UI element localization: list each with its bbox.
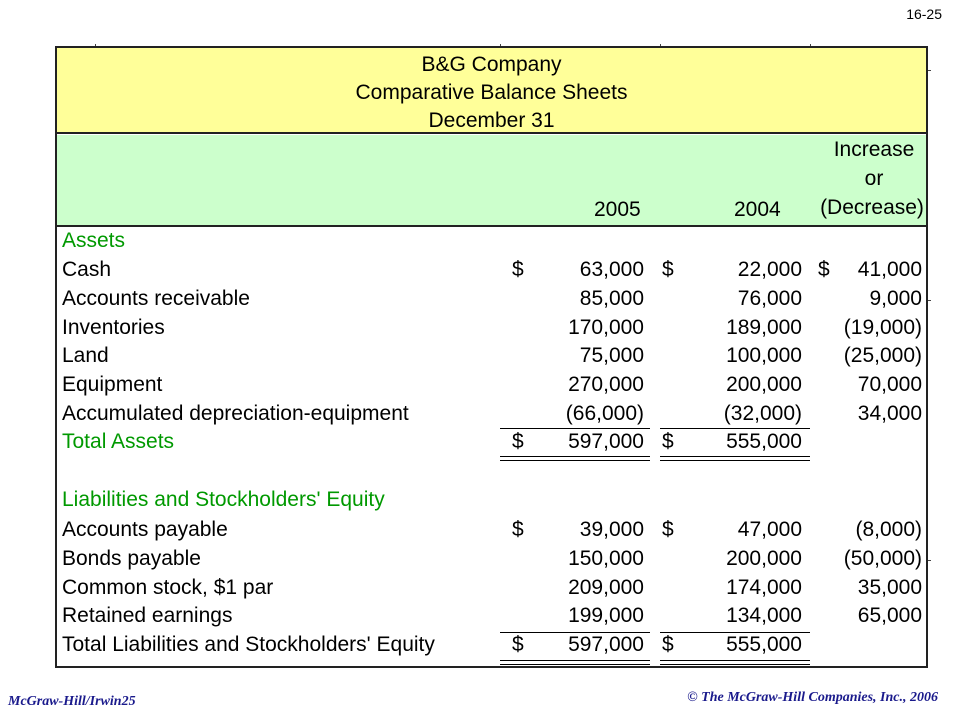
table-row (62, 316, 928, 344)
table-row (62, 258, 928, 286)
value-2005: 199,000 (568, 604, 644, 627)
section-header-liabilities (62, 488, 928, 516)
value-change: 34,000 (857, 402, 922, 425)
table-row (62, 287, 928, 315)
double-underline-2004-assets (660, 456, 810, 461)
table-row (62, 430, 928, 458)
company-name: B&G Company (421, 53, 562, 76)
section-label: Assets (62, 229, 126, 252)
value-2005: 150,000 (568, 547, 644, 570)
table-row (62, 344, 928, 372)
title-band (57, 48, 926, 134)
value-2004: 100,000 (726, 344, 802, 367)
row-label: Equipment (62, 373, 163, 396)
value-2005: 270,000 (568, 373, 644, 396)
statement-title: Comparative Balance Sheets (355, 81, 628, 104)
dollar-sign-2005: $ (512, 430, 524, 453)
dollar-sign-2005: $ (512, 518, 524, 541)
value-2005: 63,000 (579, 258, 644, 281)
value-2004: 47,000 (737, 518, 802, 541)
header-change-line1: Increase (833, 138, 915, 161)
dollar-sign-2005: $ (512, 258, 524, 281)
value-change: 9,000 (869, 287, 922, 310)
value-2004: 200,000 (726, 547, 802, 570)
header-change-line3: (Decrease) (820, 196, 924, 219)
row-label: Accounts receivable (62, 287, 250, 310)
footer-publisher: McGraw-Hill/Irwin25 (8, 694, 136, 709)
dollar-sign-change: $ (818, 258, 830, 281)
table-row (62, 518, 928, 546)
table-row (62, 633, 928, 661)
value-2005: 209,000 (568, 576, 644, 599)
double-underline-2005-liabilities (500, 660, 650, 665)
page-number: 16-25 (906, 6, 942, 22)
dollar-sign-2004: $ (662, 633, 674, 656)
row-label: Total Assets (62, 430, 175, 453)
value-change: 35,000 (857, 576, 922, 599)
dollar-sign-2004: $ (662, 518, 674, 541)
statement-date: December 31 (428, 109, 555, 132)
dollar-sign-2004: $ (662, 430, 674, 453)
value-2004: 174,000 (726, 576, 802, 599)
header-change-line2: or (864, 167, 884, 190)
value-change: (25,000) (843, 344, 922, 367)
value-2004: 76,000 (737, 287, 802, 310)
value-change: (8,000) (855, 518, 922, 541)
double-underline-2005-assets (500, 456, 650, 461)
row-label: Accumulated depreciation-equipment (62, 402, 409, 425)
value-2005: 170,000 (568, 316, 644, 339)
row-label: Accounts payable (62, 518, 228, 541)
value-2004: 555,000 (726, 430, 802, 453)
header-2004: 2004 (734, 198, 781, 221)
underline-2005-liabilities (500, 632, 650, 633)
dollar-sign-2005: $ (512, 633, 524, 656)
row-label: Inventories (62, 316, 165, 339)
table-row (62, 373, 928, 401)
value-change: 65,000 (857, 604, 922, 627)
value-change: 41,000 (857, 258, 922, 281)
underline-2005-assets (500, 428, 650, 429)
row-label: Common stock, $1 par (62, 576, 274, 599)
value-2004: (32,000) (723, 402, 802, 425)
value-2005: (66,000) (565, 402, 644, 425)
value-2004: 555,000 (726, 633, 802, 656)
value-change: 70,000 (857, 373, 922, 396)
dollar-sign-2004: $ (662, 258, 674, 281)
row-label: Total Liabilities and Stockholders' Equity (62, 633, 435, 656)
section-header-assets (62, 229, 928, 257)
value-change: (19,000) (843, 316, 922, 339)
value-change: (50,000) (843, 547, 922, 570)
row-label: Bonds payable (62, 547, 201, 570)
underline-2004-liabilities (660, 632, 810, 633)
header-2005: 2005 (594, 198, 641, 221)
table-row (62, 604, 928, 632)
double-underline-2004-liabilities (660, 660, 810, 665)
value-2005: 85,000 (579, 287, 644, 310)
underline-2004-assets (660, 428, 810, 429)
value-2005: 39,000 (579, 518, 644, 541)
value-2005: 597,000 (568, 633, 644, 656)
value-2004: 200,000 (726, 373, 802, 396)
value-2005: 75,000 (579, 344, 644, 367)
table-row (62, 547, 928, 575)
value-2004: 22,000 (737, 258, 802, 281)
table-row (62, 576, 928, 604)
footer-copyright: © The McGraw-Hill Companies, Inc., 2006 (687, 690, 938, 705)
row-label: Cash (62, 258, 112, 281)
value-2005: 597,000 (568, 430, 644, 453)
section-label: Liabilities and Stockholders' Equity (62, 488, 385, 511)
value-2004: 134,000 (726, 604, 802, 627)
row-label: Retained earnings (62, 604, 233, 627)
column-header-band (57, 135, 926, 227)
value-2004: 189,000 (726, 316, 802, 339)
row-label: Land (62, 344, 109, 367)
table-row (62, 402, 928, 430)
